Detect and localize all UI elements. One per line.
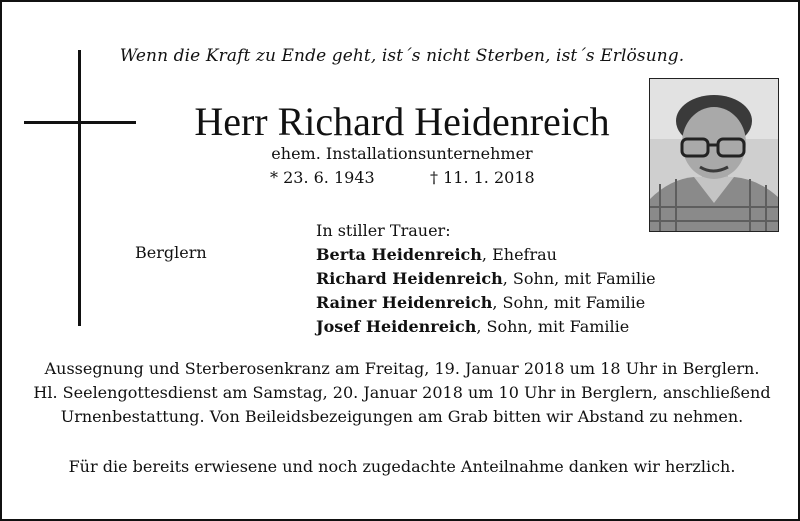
- mourner-relation: , Ehefrau: [481, 245, 557, 264]
- service-line: Hl. Seelengottesdienst am Samstag, 20. Januar 2018 um 10 Uhr in Berglern, anschließend: [33, 383, 771, 402]
- mourner-name: Rainer Heidenreich: [316, 293, 493, 312]
- service-line: Urnenbestattung. Von Beileidsbezeigungen am Grab bitten wir Abstand zu nehmen.: [60, 407, 744, 426]
- mourner-name: Richard Heidenreich: [316, 269, 503, 288]
- mourner-relation: , Sohn, mit Familie: [476, 317, 630, 336]
- portrait-photo: [649, 78, 779, 232]
- mourner-relation: , Sohn, mit Familie: [502, 269, 656, 288]
- cross-icon: [78, 50, 81, 326]
- mourner-name: Josef Heidenreich: [316, 317, 477, 336]
- mourner-entry: [316, 243, 656, 267]
- service-line: Aussegnung und Sterberosenkranz am Freitag, 19. Januar 2018 um 18 Uhr in Berglern.: [44, 359, 760, 378]
- birth-date: * 23. 6. 1943: [270, 168, 375, 187]
- service-details: [22, 357, 782, 429]
- mourner-entry: [316, 291, 656, 315]
- mourner-entry: [316, 267, 656, 291]
- thanks-line: Für die bereits erwiesene und noch zugedachte Anteilnahme danken wir herzlich.: [68, 457, 736, 476]
- mourner-relation: , Sohn, mit Familie: [492, 293, 646, 312]
- deceased-occupation: ehem. Installationsunternehmer: [271, 144, 533, 163]
- deceased-name: Herr Richard Heidenreich: [194, 99, 610, 144]
- mourners-list: [316, 219, 656, 339]
- motto: Wenn die Kraft zu Ende geht, ist´s nicht Sterben, ist´s Erlösung.: [119, 46, 685, 66]
- mourning-intro: In stiller Trauer:: [316, 221, 451, 240]
- mourner-entry: [316, 315, 656, 339]
- place-of-residence: Berglern: [135, 243, 207, 262]
- mourner-name: Berta Heidenreich: [316, 245, 482, 264]
- death-date: † 11. 1. 2018: [430, 168, 535, 187]
- cross-icon-bar: [24, 121, 136, 124]
- portrait-image: [650, 79, 778, 231]
